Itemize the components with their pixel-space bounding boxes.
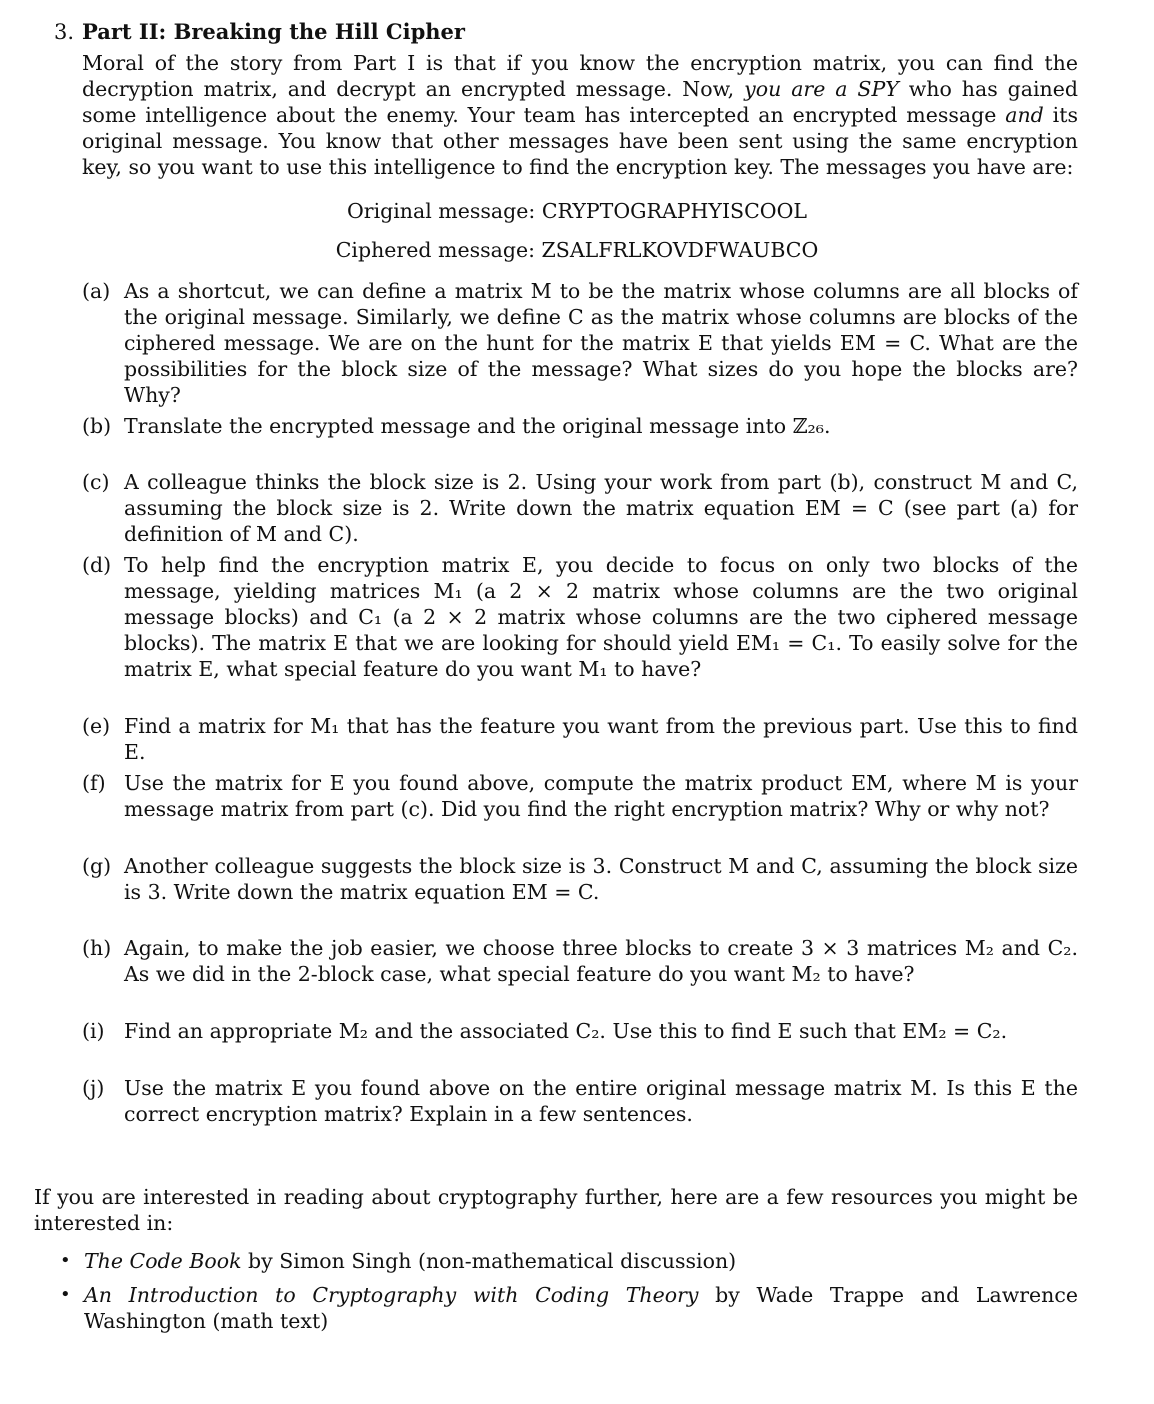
part-text: A colleague thinks the block size is 2. Using your work from part (b), construct M and C, assuming the block size is 2. Write down the matrix equation EM = C (see part (a) for definition of M and C). [124, 470, 1078, 546]
resource-item [56, 1282, 1078, 1334]
section-title: Part II: Breaking the Hill Cipher [82, 19, 465, 44]
ciphered-message-label: Ciphered message: [335, 238, 535, 262]
intro-text-1: Moral of the story from Part I is that if you know the encryption matrix, you can find the decryption matrix, and decrypt an encrypted message. Now, [82, 51, 1078, 101]
original-message-label: Original message: [346, 199, 536, 223]
original-message-line [0, 197, 1154, 225]
intro-text-2: who has gained some intelligence about the enemy. Your team has intercepted an encrypted message [82, 77, 1078, 127]
part-label: (g) [82, 854, 112, 878]
part-label: (i) [82, 1019, 105, 1043]
ciphered-message-line [0, 236, 1154, 264]
bullet-icon: • [60, 1250, 71, 1271]
part-label: (b) [82, 414, 112, 438]
resource-item [56, 1248, 1078, 1274]
intro-and-emphasis: and [1005, 103, 1044, 127]
resource-description: by Wade Trappe and Lawrence Washington (math text) [84, 1283, 1078, 1333]
part-label: (f) [82, 771, 106, 795]
part-text: As a shortcut, we can define a matrix M to be the matrix whose columns are all blocks of the original message. Similarly, we define C as the matrix whose columns are blocks of the ciphered message. We are on the hunt for the matrix E that yields EM = C. What are the possibilities for the block size of the message? What sizes do you hope the blocks are? Why? [124, 279, 1078, 407]
part-text: Find an appropriate M₂ and the associated C₂. Use this to find E such that EM₂ = C₂. [124, 1019, 1008, 1043]
original-message-value: CRYPTOGRAPHYISCOOL [541, 199, 808, 223]
closing-paragraph: If you are interested in reading about cryptography further, here are a few resources you might be interested in: [34, 1185, 1078, 1235]
ciphered-message-value: ZSALFRLKOVDFWAUBCO [541, 238, 819, 262]
resource-description: by Simon Singh (non-mathematical discussion) [241, 1249, 737, 1273]
part-text: Again, to make the job easier, we choose three blocks to create 3 × 3 matrices M₂ and C₂. As we did in the 2-block case, what special feature do you want M₂ to have? [124, 936, 1078, 986]
bullet-icon: • [60, 1284, 71, 1305]
part-text: Use the matrix E you found above on the entire original message matrix M. Is this E the correct encryption matrix? Explain in a few sentences. [124, 1076, 1078, 1126]
part-label: (d) [82, 553, 112, 577]
part-label: (h) [82, 936, 112, 960]
part-text: To help find the encryption matrix E, you decide to focus on only two blocks of the message, yielding matrices M₁ (a 2 × 2 matrix whose columns are the two original message blocks) and C₁ (a 2 × 2 matrix whose columns are the two ciphered message blocks). The matrix E that we are looking for should yield EM₁ = C₁. To easily solve for the matrix E, what special feature do you want M₁ to have? [124, 553, 1078, 681]
intro-spy-emphasis: you are a SPY [744, 77, 899, 101]
part-label: (c) [82, 470, 110, 494]
section-number: 3. [54, 20, 75, 44]
part-label: (a) [82, 279, 111, 303]
section-heading [54, 18, 1084, 46]
part-text: Find a matrix for M₁ that has the feature you want from the previous part. Use this to find E. [124, 714, 1078, 764]
intro-text-3: its original message. You know that other messages have been sent using the same encryption key, so you want to use this intelligence to find the encryption key. The messages you have are: [82, 103, 1078, 179]
resource-title: An Introduction to Cryptography with Coding Theory [84, 1283, 699, 1307]
intro-paragraph [82, 50, 1078, 180]
resource-title: The Code Book [84, 1249, 242, 1273]
resource-list [56, 1248, 1078, 1342]
part-text: Use the matrix for E you found above, compute the matrix product EM, where M is your message matrix from part (c). Did you find the right encryption matrix? Why or why not? [124, 771, 1078, 821]
part-label: (j) [82, 1076, 105, 1100]
part-label: (e) [82, 714, 111, 738]
part-text: Translate the encrypted message and the original message into ℤ₂₆. [124, 414, 831, 438]
part-text: Another colleague suggests the block size is 3. Construct M and C, assuming the block size is 3. Write down the matrix equation EM = C. [124, 854, 1078, 904]
